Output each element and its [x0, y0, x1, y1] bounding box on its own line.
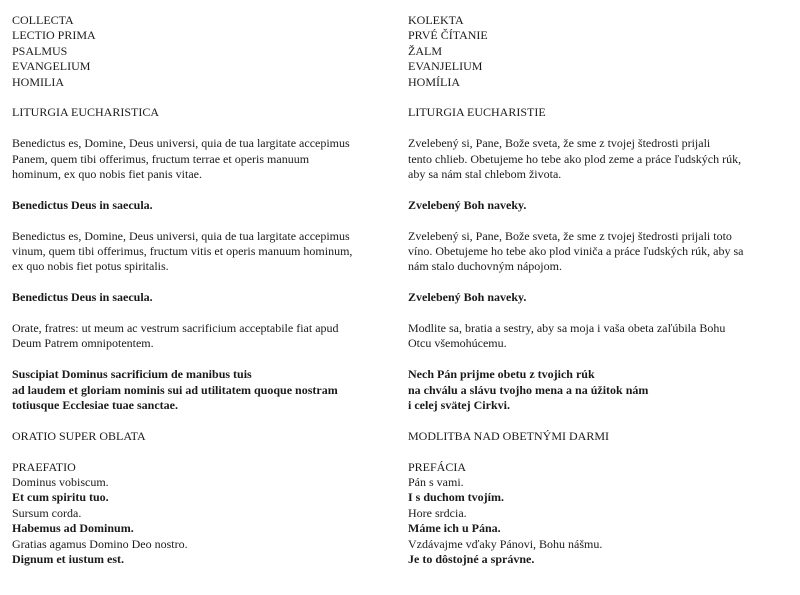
response-benedictus: Benedictus Deus in saecula. — [12, 197, 153, 212]
list-item: PRVÉ ČÍTANIE — [408, 28, 488, 43]
dialogue-line: Sursum corda. — [12, 505, 82, 520]
list-item: COLLECTA — [12, 13, 74, 27]
response-zvelebeny: Zvelebený Boh naveky. — [408, 197, 527, 212]
text-line: Zvelebený si, Pane, Bože sveta, že sme z tvojej štedrosti prijali toto — [408, 228, 732, 243]
section-heading-praefatio: PREFÁCIA — [408, 459, 467, 474]
text-line: Deum Patrem omnipotentem. — [12, 336, 154, 351]
dialogue-response: Et cum spiritu tuo. — [12, 490, 109, 505]
text-line: aby sa nám stal chlebom života. — [408, 167, 562, 182]
text-line: tento chlieb. Obetujeme ho tebe ako plod zeme a práce ľudských rúk, — [408, 151, 742, 166]
list-item: HOMÍLIA — [408, 74, 460, 89]
text-line: nám stalo duchovným nápojom. — [408, 259, 562, 274]
paragraph-panis — [12, 136, 397, 182]
section-heading-oratio: ORATIO SUPER OBLATA — [12, 428, 146, 443]
list-item: EVANGELIUM — [12, 59, 91, 74]
preface-dialogue — [408, 475, 793, 567]
list-item: PSALMUS — [12, 43, 68, 58]
text-line: Panem, quem tibi offerimus, fructum terrae et operis manuum — [12, 151, 310, 166]
dialogue-line: Vzdávajme vďaky Pánovi, Bohu nášmu. — [408, 536, 603, 551]
text-line: na chválu a slávu tvojho mena a na úžitok nám — [408, 382, 649, 397]
dialogue-line: Gratias agamus Domino Deo nostro. — [12, 536, 188, 551]
liturgy-part-list — [12, 13, 397, 90]
text-line: Modlite sa, bratia a sestry, aby sa moja i vaša obeta zaľúbila Bohu — [408, 321, 726, 336]
dialogue-line: Hore srdcia. — [408, 505, 467, 520]
dialogue-response: I s duchom tvojím. — [408, 490, 505, 505]
paragraph-vinum — [12, 229, 397, 275]
text-line: Nech Pán prijme obetu z tvojich rúk — [408, 367, 595, 382]
paragraph-suscipiat — [12, 367, 397, 413]
liturgy-part-list — [408, 13, 793, 90]
text-line: Orate, fratres: ut meum ac vestrum sacrificium acceptabile fiat apud — [12, 321, 339, 336]
text-line: totiusque Ecclesiae tuae sanctae. — [12, 398, 178, 413]
text-line: i celej svätej Cirkvi. — [408, 398, 510, 413]
text-line: Otcu všemohúcemu. — [408, 336, 507, 351]
text-line: vinum, quem tibi offerimus, fructum vitis et operis manuum hominum, — [12, 244, 353, 259]
text-line: Zvelebený si, Pane, Bože sveta, že sme z tvojej štedrosti prijali — [408, 136, 711, 151]
paragraph-panis — [408, 136, 793, 182]
dialogue-line: Dominus vobiscum. — [12, 475, 109, 490]
response-benedictus: Benedictus Deus in saecula. — [12, 290, 153, 305]
response-zvelebeny: Zvelebený Boh naveky. — [408, 290, 527, 305]
section-heading-praefatio: PRAEFATIO — [12, 459, 76, 474]
text-line: Suscipiat Dominus sacrificium de manibus tuis — [12, 367, 252, 382]
list-item: HOMILIA — [12, 74, 64, 89]
latin-column — [12, 13, 397, 567]
text-line: víno. Obetujeme ho tebe ako plod viniča a práce ľudských rúk, aby sa — [408, 244, 744, 259]
list-item: LECTIO PRIMA — [12, 28, 96, 43]
text-line: Benedictus es, Domine, Deus universi, quia de tua largitate accepimus — [12, 136, 350, 151]
dialogue-response: Habemus ad Dominum. — [12, 521, 134, 536]
section-heading-liturgia: LITURGIA EUCHARISTICA — [12, 105, 159, 120]
dialogue-response: Dignum et iustum est. — [12, 552, 125, 567]
slovak-column — [408, 13, 793, 567]
dialogue-response: Je to dôstojné a správne. — [408, 552, 535, 567]
list-item: KOLEKTA — [408, 13, 464, 27]
dialogue-response: Máme ich u Pána. — [408, 521, 501, 536]
text-line: ad laudem et gloriam nominis sui ad utilitatem quoque nostram — [12, 382, 338, 397]
paragraph-suscipiat — [408, 367, 793, 413]
paragraph-orate — [12, 321, 397, 352]
dialogue-line: Pán s vami. — [408, 475, 464, 490]
list-item: ŽALM — [408, 43, 442, 58]
text-line: hominum, ex quo nobis fiet panis vitae. — [12, 167, 202, 182]
section-heading-liturgia: LITURGIA EUCHARISTIE — [408, 105, 546, 120]
paragraph-vinum — [408, 229, 793, 275]
text-line: ex quo nobis fiet potus spiritalis. — [12, 259, 169, 274]
section-heading-oratio: MODLITBA NAD OBETNÝMI DARMI — [408, 428, 609, 443]
list-item: EVANJELIUM — [408, 59, 483, 74]
paragraph-orate — [408, 321, 793, 352]
text-line: Benedictus es, Domine, Deus universi, quia de tua largitate accepimus — [12, 228, 350, 243]
preface-dialogue — [12, 475, 397, 567]
